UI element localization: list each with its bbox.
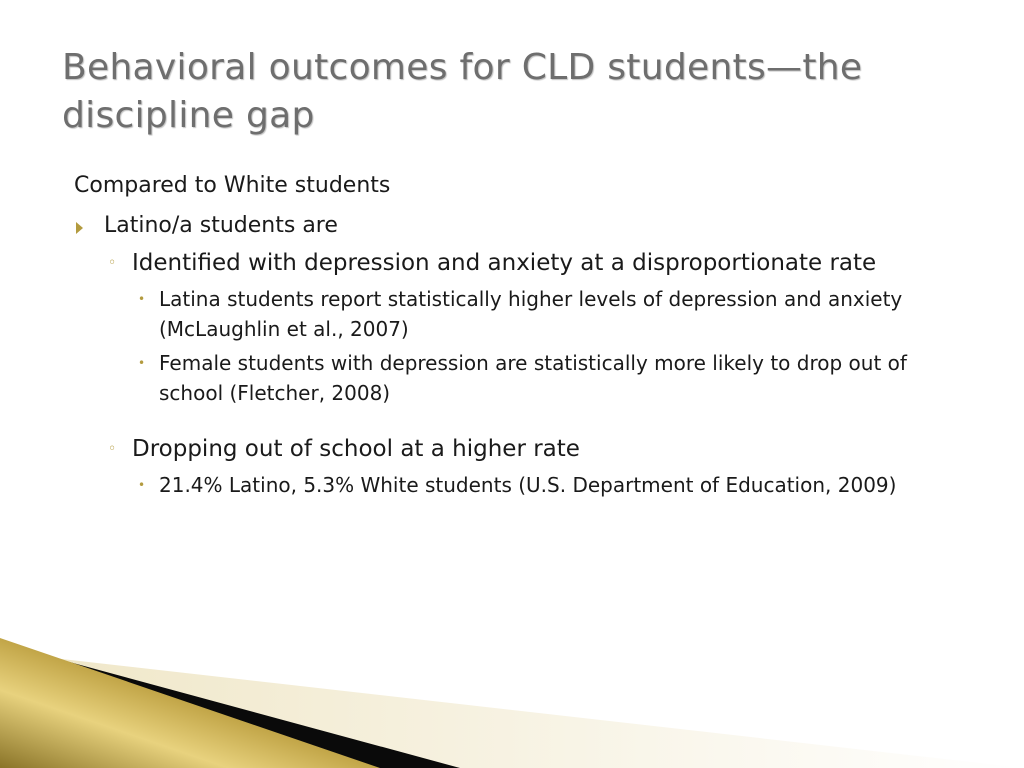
ring-bullet-icon: ◦	[108, 441, 117, 457]
dot-bullet-icon: •	[138, 292, 146, 306]
intro-text: Compared to White students	[74, 173, 391, 198]
bullet-level3-female	[74, 348, 974, 408]
bullet-level3-text: Female students with depression are statistically more likely to drop out of school (Fletcher, 2008)	[159, 351, 907, 405]
bullet-level2-text: Dropping out of school at a higher rate	[132, 436, 580, 462]
bullet-level2-dropout	[74, 432, 974, 466]
bullet-level1	[74, 208, 974, 244]
triangle-bullet-icon	[76, 222, 83, 234]
bullet-level1-text: Latino/a students are	[104, 213, 338, 238]
bullet-level3-latina	[74, 284, 974, 344]
gold-wedge-decoration	[0, 638, 1024, 768]
slide-title: Behavioral outcomes for CLD students—the discipline gap	[62, 47, 863, 136]
bullet-level2-depression	[74, 246, 974, 280]
bullet-level3-statistics	[74, 470, 974, 500]
ring-bullet-icon: ◦	[108, 255, 117, 271]
dot-bullet-icon: •	[138, 478, 146, 492]
bullet-level2-text: Identified with depression and anxiety at a disproportionate rate	[132, 250, 877, 276]
bullet-level3-text: Latina students report statistically higher levels of depression and anxiety (McLaughlin et al., 2007)	[159, 287, 903, 341]
spacer	[74, 408, 974, 430]
dot-bullet-icon: •	[138, 356, 146, 370]
bullet-level3-text: 21.4% Latino, 5.3% White students (U.S. Department of Education, 2009)	[159, 473, 897, 497]
slide-body	[74, 168, 974, 500]
